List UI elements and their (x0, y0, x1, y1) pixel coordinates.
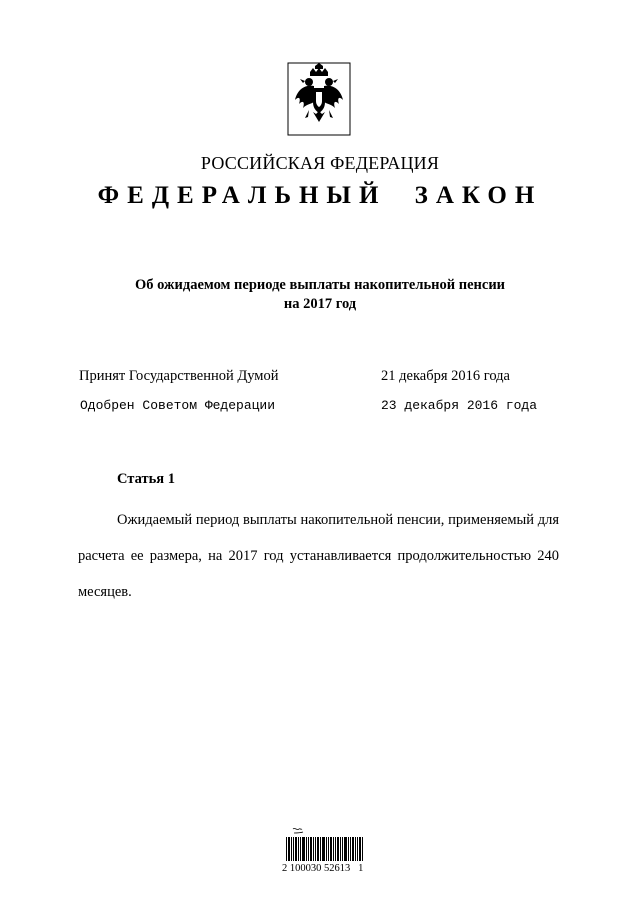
country-name: РОССИЙСКАЯ ФЕДЕРАЦИЯ (200, 153, 440, 173)
coat-of-arms-icon (287, 62, 351, 136)
law-title-line-1: Об ожидаемом периоде выплаты накопительной пенсии (134, 277, 506, 293)
law-title-line-2: на 2017 год (283, 296, 357, 312)
council-approval-label: Одобрен Советом Федерации (80, 398, 276, 413)
council-approval-date: 23 декабря 2016 года (381, 398, 538, 413)
document-type: ФЕДЕРАЛЬНЫЙ ЗАКОН (97, 182, 543, 209)
article-body: Ожидаемый период выплаты накопительной пенсии, применяемый для расчета ее размера, на 2017 год устанавливается продолжительностью 240 месяцев. (78, 512, 559, 600)
law-title (0, 276, 640, 314)
duma-adoption-date: 21 декабря 2016 года (381, 368, 510, 384)
duma-adoption-label: Принят Государственной Думой (79, 368, 279, 384)
article-heading: Статья 1 (117, 471, 175, 487)
barcode-number: 2 100030 52613 1 (282, 863, 364, 874)
